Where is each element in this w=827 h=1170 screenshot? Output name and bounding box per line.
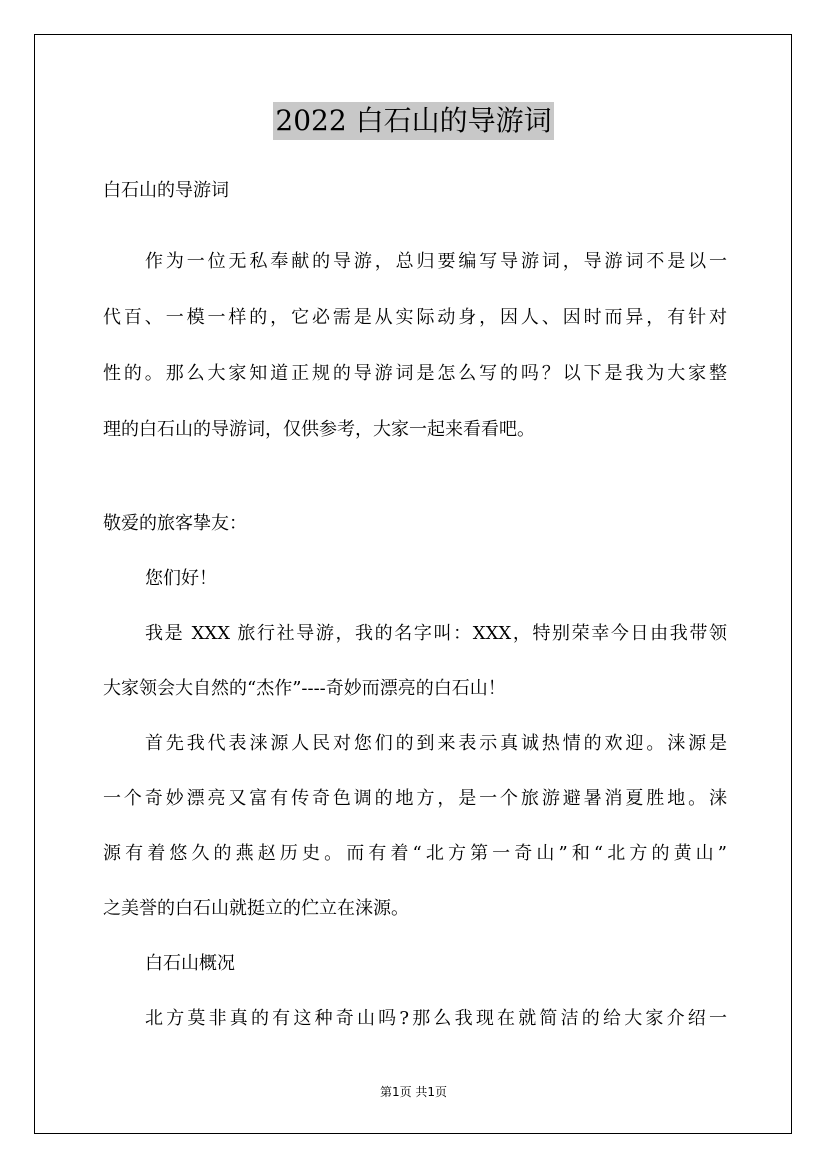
welcome-line-3: 源有着悠久的燕赵历史。而有着“北方第一奇山”和“北方的黄山” [103,843,727,864]
subtitle: 白石山的导游词 [103,180,229,201]
intro-line-3: 性的。那么大家知道正规的导游词是怎么写的吗？以下是我为大家整 [103,363,727,384]
welcome-line-4: 之美誉的白石山就挺立的伫立在涞源。 [103,898,409,919]
self-intro-line-1: 我是 XXX 旅行社导游，我的名字叫：XXX，特别荣幸今日由我带领 [145,623,727,644]
overview-line-1: 北方莫非真的有这种奇山吗?那么我现在就简洁的给大家介绍一 [145,1008,727,1029]
page-footer: 第1页 共1页 [379,1085,448,1099]
welcome-line-2: 一个奇妙漂亮又富有传奇色调的地方，是一个旅游避暑消夏胜地。涞 [103,788,727,809]
title-container [0,102,827,140]
section-heading: 白石山概况 [145,953,235,974]
hello: 您们好！ [145,568,217,589]
document-body [103,172,727,1038]
intro-line-1: 作为一位无私奉献的导游，总归要编写导游词，导游词不是以一 [145,251,727,272]
welcome-line-1: 首先我代表涞源人民对您们的到来表示真诚热情的欢迎。涞源是 [145,733,727,754]
intro-line-2: 代百、一模一样的，它必需是从实际动身，因人、因时而异，有针对 [103,307,727,328]
self-intro-line-2: 大家领会大自然的“杰作”----奇妙而漂亮的白石山！ [103,678,506,699]
document-title: 2022 白石山的导游词 [273,102,553,140]
intro-line-4: 理的白石山的导游词，仅供参考，大家一起来看看吧。 [103,419,535,440]
greeting: 敬爱的旅客挚友： [103,513,247,534]
